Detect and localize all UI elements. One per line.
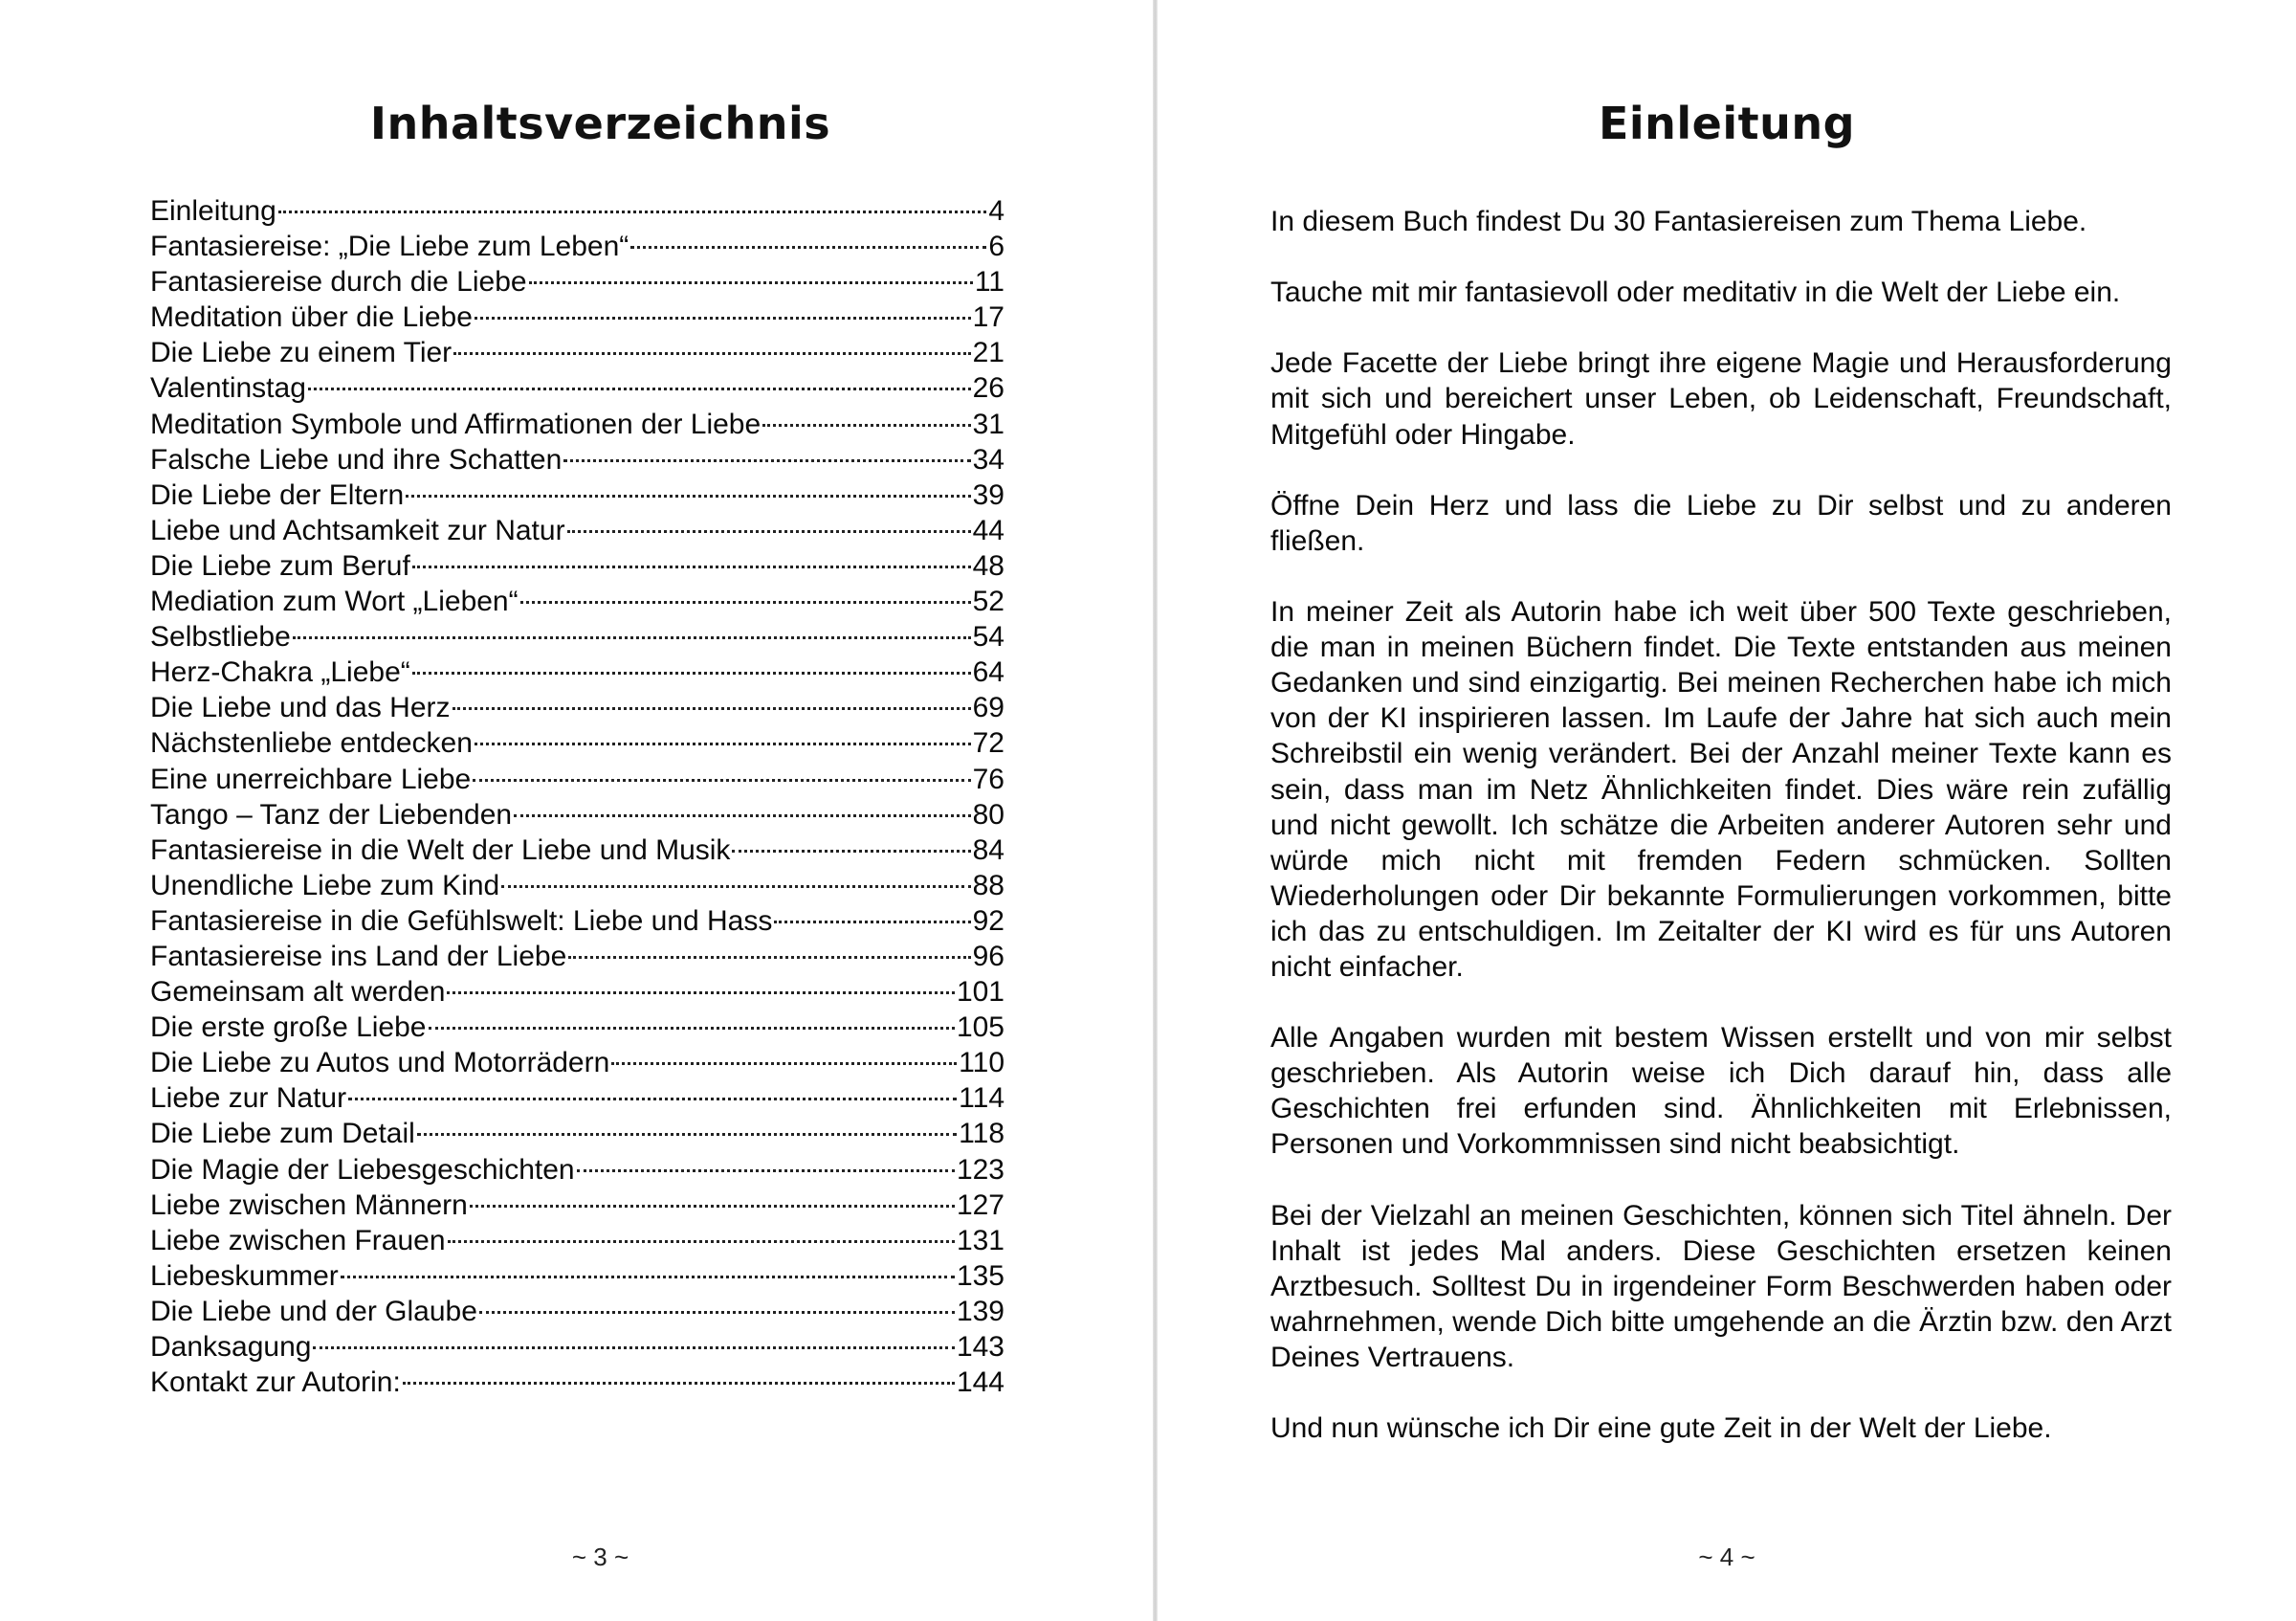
toc-entry-page-number: 110 <box>959 1047 1004 1079</box>
toc-dot-leader <box>348 1098 957 1100</box>
toc-entry <box>150 370 1004 406</box>
toc-dot-leader <box>529 281 973 284</box>
toc-entry-page-number: 64 <box>972 656 1004 689</box>
intro-paragraph: Bei der Vielzahl an meinen Geschichten, können sich Titel ähneln. Der Inhalt ist jedes Mal anders. Diese Geschichten ersetzen keinen Arztbesuch. Solltest Du in irgendeiner Form Beschwerden haben oder wahrnehmen, wende Dich bitte umgehende an die Ärztin bzw. den Arzt Deines Vertrauens. <box>1270 1199 2172 1373</box>
toc-entry <box>150 762 1004 797</box>
toc-entry-page-number: 118 <box>959 1118 1004 1150</box>
toc-entry-title: Liebe und Achtsamkeit zur Natur <box>150 514 565 546</box>
toc-entry-page-number: 39 <box>972 478 1004 511</box>
toc-entry-title: Herz-Chakra „Liebe“ <box>150 656 410 689</box>
toc-entry-title: Die Liebe und das Herz <box>150 692 451 724</box>
toc-entry-title: Gemeinsam alt werden <box>150 976 446 1009</box>
toc-entry-page-number: 92 <box>972 904 1004 937</box>
toc-entry <box>150 725 1004 761</box>
toc-entry <box>150 300 1004 335</box>
toc-entry-page-number: 135 <box>956 1259 1004 1292</box>
toc-entry <box>150 513 1004 548</box>
toc-entry <box>150 229 1004 264</box>
toc-entry <box>150 193 1004 229</box>
toc-entry-page-number: 105 <box>956 1011 1004 1044</box>
toc-entry-page-number: 11 <box>974 266 1004 299</box>
toc-dot-leader <box>762 424 970 427</box>
toc-entry-page-number: 72 <box>972 727 1004 760</box>
toc-entry-title: Nächstenliebe entdecken <box>150 727 473 760</box>
toc-dot-leader <box>473 779 970 782</box>
toc-dot-leader <box>453 352 970 355</box>
toc-entry <box>150 477 1004 513</box>
toc-dot-leader <box>341 1276 955 1278</box>
toc-entry <box>150 1045 1004 1080</box>
toc-entry-title: Valentinstag <box>150 372 306 405</box>
toc-entry <box>150 619 1004 655</box>
toc-entry <box>150 655 1004 690</box>
toc-entry-page-number: 88 <box>972 869 1004 901</box>
toc-dot-leader <box>563 459 970 462</box>
toc-entry-page-number: 52 <box>972 586 1004 618</box>
toc-dot-leader <box>475 317 971 320</box>
toc-dot-leader <box>475 743 971 745</box>
toc-entry-page-number: 139 <box>956 1295 1004 1327</box>
toc-dot-leader <box>412 566 971 568</box>
toc-dot-leader <box>520 601 971 604</box>
toc-heading: Inhaltsverzeichnis <box>369 98 831 149</box>
toc-dot-leader <box>501 885 970 888</box>
toc-entry-title: Liebeskummer <box>150 1259 339 1292</box>
toc-entry-page-number: 17 <box>972 301 1004 334</box>
toc-entry-page-number: 44 <box>972 514 1004 546</box>
toc-entry-title: Tango – Tanz der Liebenden <box>150 798 513 831</box>
toc-entry-title: Die Magie der Liebesgeschichten <box>150 1153 575 1186</box>
toc-entry <box>150 1329 1004 1365</box>
toc-entry-page-number: 96 <box>972 940 1004 972</box>
toc-dot-leader <box>630 246 986 249</box>
toc-dot-leader <box>514 814 971 817</box>
toc-entry-page-number: 131 <box>956 1224 1004 1256</box>
toc-entry-title: Fantasiereise in die Gefühlswelt: Liebe und Hass <box>150 904 773 937</box>
intro-heading: Einleitung <box>1598 98 1856 149</box>
toc-entry-page-number: 69 <box>972 692 1004 724</box>
toc-entry <box>150 1188 1004 1223</box>
toc-dot-leader <box>567 530 971 533</box>
toc-entry-title: Fantasiereise in die Welt der Liebe und Musik <box>150 833 731 866</box>
toc-entry <box>150 335 1004 370</box>
intro-body <box>1270 204 2172 1481</box>
toc-entry-page-number: 4 <box>988 195 1004 227</box>
toc-dot-leader <box>448 1240 955 1243</box>
toc-entry-title: Einleitung <box>150 195 276 227</box>
table-of-contents <box>150 193 1004 1400</box>
toc-entry <box>150 797 1004 833</box>
toc-entry-page-number: 101 <box>956 976 1004 1009</box>
toc-dot-leader <box>479 1311 955 1314</box>
toc-entry-title: Meditation Symbole und Affirmationen der Liebe <box>150 408 762 440</box>
toc-entry-title: Die Liebe und der Glaube <box>150 1295 477 1327</box>
toc-entry-title: Fantasiereise durch die Liebe <box>150 266 527 299</box>
intro-paragraph: Öffne Dein Herz und lass die Liebe zu Dir selbst und zu anderen fließen. <box>1270 489 2172 557</box>
toc-entry-title: Liebe zwischen Männern <box>150 1188 468 1221</box>
toc-dot-leader <box>447 991 954 994</box>
toc-entry <box>150 868 1004 903</box>
toc-entry <box>150 1152 1004 1188</box>
toc-entry-title: Die Liebe zum Beruf <box>150 549 410 582</box>
toc-entry <box>150 939 1004 974</box>
toc-entry-title: Fantasiereise ins Land der Liebe <box>150 940 567 972</box>
toc-entry-title: Selbstliebe <box>150 621 291 654</box>
page-number-left: ~ 3 ~ <box>571 1543 629 1571</box>
intro-paragraph: Jede Facette der Liebe bringt ihre eigene Magie und Herausforderung mit sich und bereichert unser Leben, ob Leidenschaft, Freundschaft, Mitgefühl oder Hingabe. <box>1270 347 2172 451</box>
toc-dot-leader <box>611 1062 957 1065</box>
toc-entry-page-number: 123 <box>956 1153 1004 1186</box>
intro-paragraph: Alle Angaben wurden mit bestem Wissen erstellt und von mir selbst geschrieben. Als Autorin weise ich Dich darauf hin, dass alle Geschichten frei erfunden sind. Ähnlichkeiten mit Erlebnissen, Personen und Vorkommnissen sind nicht beabsichtigt. <box>1270 1022 2172 1161</box>
toc-entry <box>150 407 1004 442</box>
toc-entry-page-number: 80 <box>972 798 1004 831</box>
toc-entry-page-number: 34 <box>972 443 1004 476</box>
toc-entry-title: Liebe zwischen Frauen <box>150 1224 446 1256</box>
toc-entry-page-number: 143 <box>956 1331 1004 1363</box>
toc-dot-leader <box>470 1205 955 1208</box>
toc-entry-page-number: 114 <box>959 1082 1004 1115</box>
toc-entry <box>150 1116 1004 1151</box>
right-page <box>1158 0 2296 1621</box>
toc-entry-title: Danksagung <box>150 1331 312 1363</box>
toc-entry <box>150 690 1004 725</box>
toc-dot-leader <box>403 1382 955 1385</box>
toc-entry-title: Fantasiereise: „Die Liebe zum Leben“ <box>150 231 629 263</box>
toc-entry <box>150 264 1004 300</box>
toc-entry <box>150 1223 1004 1258</box>
toc-dot-leader <box>577 1169 955 1172</box>
toc-dot-leader <box>278 211 987 213</box>
toc-entry <box>150 974 1004 1010</box>
toc-entry-page-number: 76 <box>972 763 1004 795</box>
toc-dot-leader <box>732 850 970 853</box>
toc-dot-leader <box>774 921 970 923</box>
toc-dot-leader <box>568 956 970 959</box>
toc-entry-page-number: 26 <box>972 372 1004 405</box>
intro-paragraph: In meiner Zeit als Autorin habe ich weit über 500 Texte geschrieben, die man in meinen Büchern findet. Die Texte entstanden aus meinen Gedanken und sind einzigartig. Bei meinen Recherchen habe ich mich von der KI inspirieren lassen. Im Laufe der Jahre hat sich auch mein Schreibstil ein wenig verändert. Bei der Anzahl meiner Texte kann es sein, dass man im Netz Ähnlichkeiten findet. Dies wäre rein zufällig und nicht gewollt. Ich schätze die Arbeiten anderer Autoren sehr und würde mich nicht mit fremden Federn schmücken. Sollten Wiederholungen oder Dir bekannte Formulierungen vorkommen, bitte ich das zu entschuldigen. Im Zeitalter der KI wird es für uns Autoren nicht einfacher. <box>1270 596 2172 983</box>
page-number-right: ~ 4 ~ <box>1698 1543 1755 1571</box>
intro-paragraph: Tauche mit mir fantasievoll oder meditativ in die Welt der Liebe ein. <box>1270 277 2121 309</box>
toc-entry-page-number: 54 <box>972 621 1004 654</box>
toc-dot-leader <box>293 636 971 639</box>
toc-dot-leader <box>429 1027 955 1030</box>
toc-entry <box>150 903 1004 939</box>
toc-entry-page-number: 6 <box>988 231 1004 263</box>
toc-entry <box>150 833 1004 868</box>
toc-entry <box>150 1010 1004 1045</box>
toc-entry-page-number: 31 <box>972 408 1004 440</box>
toc-entry-title: Die Liebe zum Detail <box>150 1118 415 1150</box>
toc-entry-page-number: 21 <box>972 337 1004 369</box>
toc-entry-title: Kontakt zur Autorin: <box>150 1366 401 1399</box>
toc-dot-leader <box>412 672 971 675</box>
toc-dot-leader <box>453 707 971 710</box>
toc-dot-leader <box>313 1346 954 1349</box>
toc-entry <box>150 1294 1004 1329</box>
toc-entry <box>150 584 1004 619</box>
toc-entry-page-number: 127 <box>956 1188 1004 1221</box>
toc-entry-page-number: 48 <box>972 549 1004 582</box>
intro-paragraph: In diesem Buch findest Du 30 Fantasiereisen zum Thema Liebe. <box>1270 206 2087 237</box>
toc-dot-leader <box>406 495 970 498</box>
toc-entry-title: Die Liebe der Eltern <box>150 478 405 511</box>
toc-entry-title: Meditation über die Liebe <box>150 301 473 334</box>
toc-entry <box>150 548 1004 584</box>
toc-dot-leader <box>417 1133 957 1136</box>
toc-entry-title: Unendliche Liebe zum Kind <box>150 869 500 901</box>
toc-entry-title: Mediation zum Wort „Lieben“ <box>150 586 519 618</box>
intro-paragraph: Und nun wünsche ich Dir eine gute Zeit in der Welt der Liebe. <box>1270 1412 2052 1445</box>
toc-entry <box>150 1258 1004 1294</box>
toc-entry-title: Eine unerreichbare Liebe <box>150 763 472 795</box>
toc-entry-title: Die Liebe zu Autos und Motorrädern <box>150 1047 610 1079</box>
toc-entry <box>150 442 1004 477</box>
toc-entry-page-number: 84 <box>972 833 1004 866</box>
toc-entry-title: Liebe zur Natur <box>150 1082 347 1115</box>
toc-entry-page-number: 144 <box>956 1366 1004 1399</box>
toc-entry-title: Falsche Liebe und ihre Schatten <box>150 443 563 476</box>
toc-entry <box>150 1365 1004 1400</box>
toc-entry-title: Die Liebe zu einem Tier <box>150 337 453 369</box>
toc-dot-leader <box>308 388 971 390</box>
toc-entry <box>150 1080 1004 1116</box>
toc-entry-title: Die erste große Liebe <box>150 1011 427 1044</box>
